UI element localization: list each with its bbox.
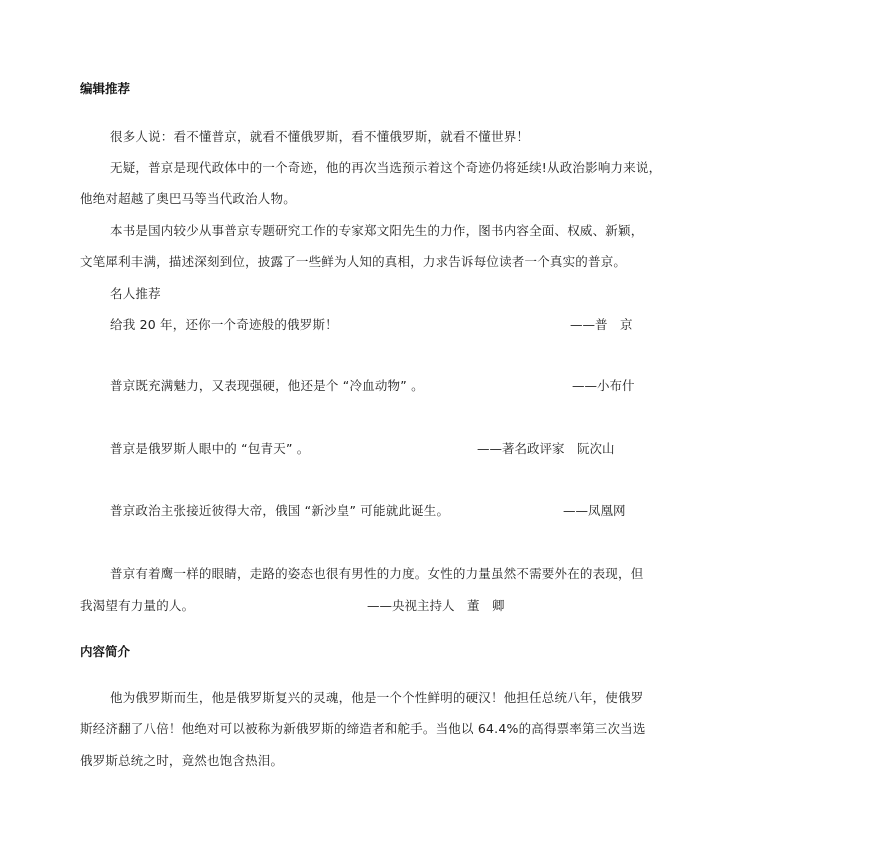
celebrity-quote-3-attribution: ——著名政评家 阮次山 bbox=[477, 441, 615, 456]
celebrity-quote-2: 普京既充满魅力，又表现强硬，他还是个 “冷血动物” 。 bbox=[110, 378, 424, 393]
celebrity-quote-5-attribution: ——央视主持人 董 卿 bbox=[367, 598, 505, 613]
celebrity-quote-1-attribution: ——普 京 bbox=[570, 317, 633, 332]
content-summary-heading: 内容简介 bbox=[80, 644, 131, 659]
editor-paragraph-3-line-1: 本书是国内较少从事普京专题研究工作的专家郑文阳先生的力作，图书内容全面、权威、新颖， bbox=[110, 223, 644, 238]
editor-paragraph-1: 很多人说：看不懂普京，就看不懂俄罗斯，看不懂俄罗斯，就看不懂世界！ bbox=[110, 129, 530, 144]
celebrity-recommendation-heading: 名人推荐 bbox=[110, 286, 161, 301]
celebrity-quote-5-line-1: 普京有着鹰一样的眼睛，走路的姿态也很有男性的力度。女性的力量虽然不需要外在的表现，但 bbox=[110, 566, 644, 581]
celebrity-quote-3: 普京是俄罗斯人眼中的 “包青天” 。 bbox=[110, 441, 310, 456]
summary-line-1: 他为俄罗斯而生，他是俄罗斯复兴的灵魂，他是一个个性鲜明的硬汉！他担任总统八年，使俄罗 bbox=[110, 690, 644, 705]
editor-paragraph-2-line-1: 无疑，普京是现代政体中的一个奇迹，他的再次当选预示着这个奇迹仍将延续!从政治影响力来说， bbox=[110, 160, 662, 175]
editor-paragraph-2-line-2: 他绝对超越了奥巴马等当代政治人物。 bbox=[80, 191, 296, 206]
summary-line-3: 俄罗斯总统之时，竟然也饱含热泪。 bbox=[80, 753, 284, 768]
celebrity-quote-5-line-2: 我渴望有力量的人。 bbox=[80, 598, 195, 613]
celebrity-quote-4-attribution: ——凤凰网 bbox=[563, 503, 626, 518]
celebrity-quote-2-attribution: ——小布什 bbox=[572, 378, 635, 393]
celebrity-quote-4: 普京政治主张接近彼得大帝，俄国 “新沙皇” 可能就此诞生。 bbox=[110, 503, 450, 518]
editor-recommendation-heading: 编辑推荐 bbox=[80, 81, 131, 96]
celebrity-quote-1: 给我 20 年，还你一个奇迹般的俄罗斯！ bbox=[110, 317, 338, 332]
editor-paragraph-3-line-2: 文笔犀利丰满，描述深刻到位，披露了一些鲜为人知的真相，力求告诉每位读者一个真实的普京。 bbox=[80, 254, 627, 269]
summary-line-2: 斯经济翻了八倍！他绝对可以被称为新俄罗斯的缔造者和舵手。当他以 64.4%的高得票率第三次当选 bbox=[80, 721, 646, 736]
